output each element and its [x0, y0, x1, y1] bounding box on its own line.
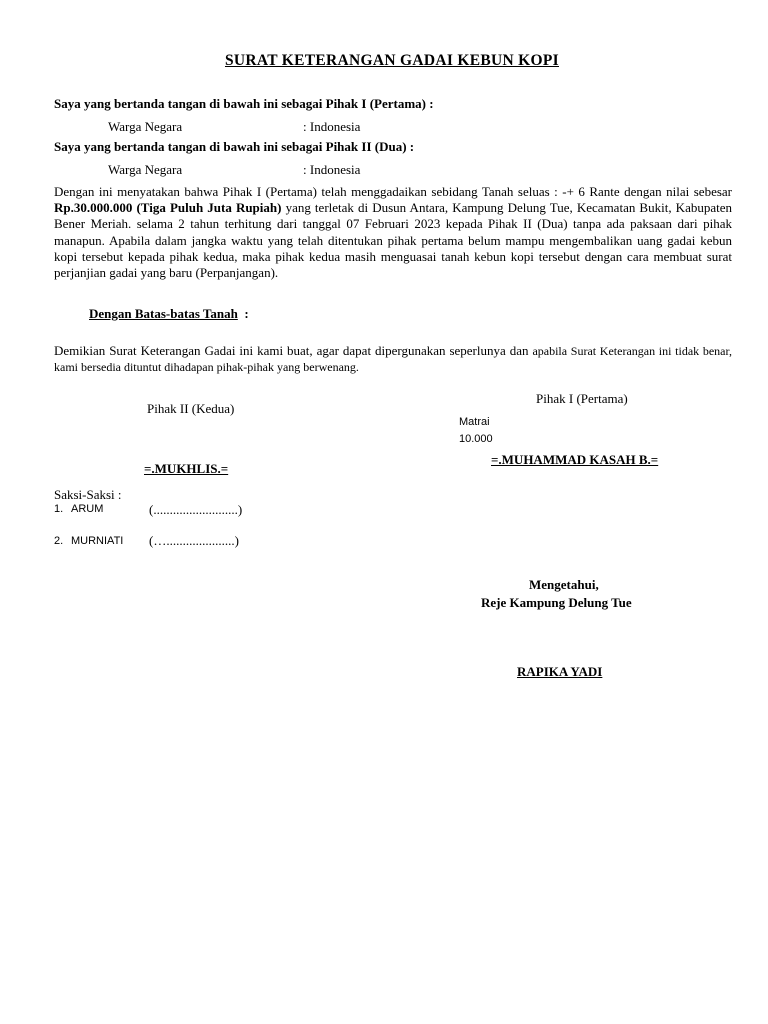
witness-name: MURNIATI — [71, 535, 124, 547]
witness-signature-line: (..........................) — [149, 502, 243, 517]
pihak1-nationality-label: Warga Negara — [108, 119, 183, 134]
document-title: SURAT KETERANGAN GADAI KEBUN KOPI — [224, 52, 559, 69]
statement-part1: Dengan ini menyatakan bahwa Pihak I (Pertama) telah menggadaikan sebidang Tanah seluas : -+ 6 Rante dengan nilai sebesar — [54, 184, 732, 199]
statement-part2: yang terletak di Dusun Antara, Kampung Delung Tue, Kecamatan Bukit, Kabupaten Bener Meriah. selama 2 tahun terhitung dari tanggal 07 Februari 2023 kepada Pihak II (Dua) tanpa ada paksaan dari pihak manapun. Apabila dalam jangka waktu yang telah ditentukan pihak pertama belum mampu mengembalikan uang gadai kebun kopi tersebut kepada pihak kedua, maka pihak kedua masih menguasai tanah kebun kopi tersebut dengan cara membuat surat perjanjian gadai yang baru (Perpanjangan). — [54, 200, 732, 281]
pihak2-nationality-value: : Indonesia — [303, 162, 361, 177]
acknowledge-title: Reje Kampung Delung Tue — [481, 595, 632, 610]
closing-part1: Demikian Surat Keterangan Gadai ini kami buat, agar dapat dipergunakan seperlunya dan — [54, 343, 533, 358]
closing-paragraph — [54, 343, 732, 375]
pihak2-intro: Saya yang bertanda tangan di bawah ini sebagai Pihak II (Dua) : — [54, 139, 415, 154]
boundaries-colon: : — [244, 306, 249, 321]
witnesses-label: Saksi-Saksi : — [54, 487, 122, 502]
witness-signature-line: (….....................) — [149, 533, 239, 548]
witness-number: 2. — [54, 535, 64, 547]
witness-number: 1. — [54, 503, 64, 515]
boundaries-heading — [89, 306, 249, 322]
pihak1-intro: Saya yang bertanda tangan di bawah ini sebagai Pihak I (Pertama) : — [54, 96, 434, 111]
acknowledge-signatory-name: RAPIKA YADI — [517, 664, 603, 679]
pihak1-nationality-value: : Indonesia — [303, 119, 361, 134]
witness-name: ARUM — [71, 503, 104, 515]
pihak1-signatory-name: =.MUHAMMAD KASAH B.= — [491, 452, 659, 467]
pihak2-nationality-label: Warga Negara — [108, 162, 183, 177]
statement-amount: Rp.30.000.000 (Tiga Puluh Juta Rupiah) — [54, 200, 282, 216]
stamp-duty-label: Matrai — [459, 416, 490, 428]
stamp-duty-value: 10.000 — [459, 433, 493, 445]
pihak2-sign-label: Pihak II (Kedua) — [147, 401, 235, 416]
statement-paragraph — [54, 184, 732, 281]
closing-part2: apabila Surat Keterangan ini tidak benar, kami bersedia dituntut dihadapan pihak-pihak yang berwenang. — [54, 344, 733, 374]
acknowledge-label: Mengetahui, — [529, 577, 599, 592]
pihak1-sign-label: Pihak I (Pertama) — [536, 391, 628, 406]
pihak2-signatory-name: =.MUKHLIS.= — [144, 461, 229, 476]
boundaries-label: Dengan Batas-batas Tanah — [89, 306, 238, 321]
